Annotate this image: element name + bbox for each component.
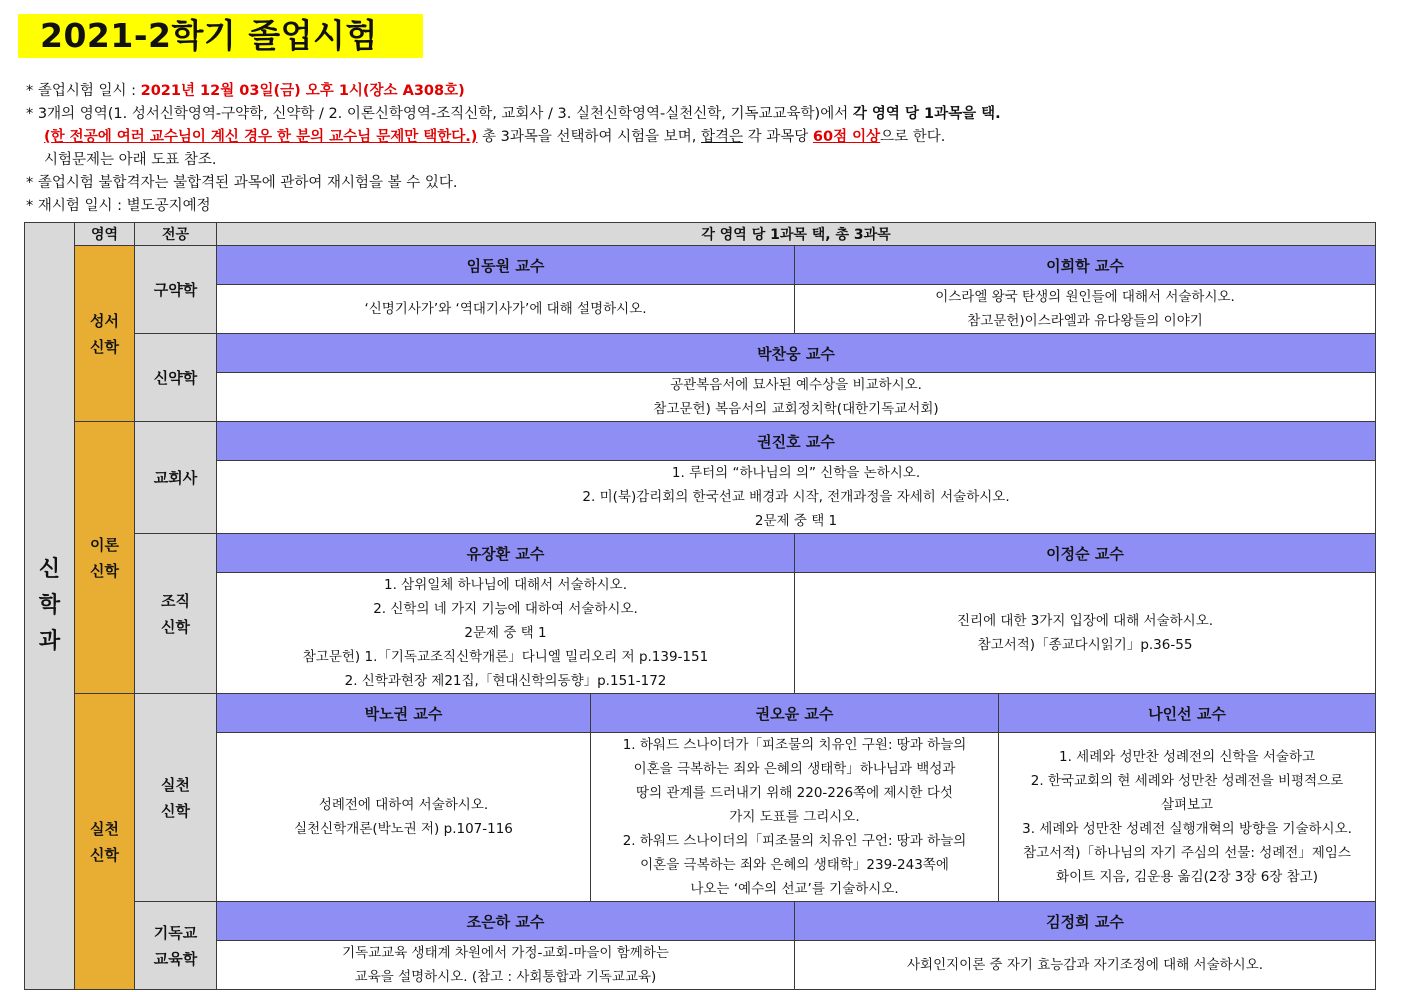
professor-sys-2: 이정순 교수 xyxy=(795,534,1376,573)
major-ot: 구약학 xyxy=(135,246,217,334)
professor-edu-1: 조은하 교수 xyxy=(217,902,795,941)
professor-prac-1: 박노권 교수 xyxy=(217,694,591,733)
note-retake: * 졸업시험 불합격자는 불합격된 과목에 관하여 재시험을 볼 수 있다. xyxy=(26,175,458,191)
note-exam-date: * 졸업시험 일시 : 2021년 12월 03일(금) 오후 1시(장소 A308호) xyxy=(26,83,465,99)
area-bible: 성서 신학 xyxy=(75,246,135,422)
question-edu-2: 사회인지이론 중 자기 효능감과 자기조정에 대해 서술하시오. xyxy=(795,941,1376,990)
major-systematic: 조직 신학 xyxy=(135,534,217,694)
question-ot-1: ‘신명기사가’와 ‘역대기사가’에 대해 설명하시오. xyxy=(217,285,795,334)
question-sys-2: 진리에 대한 3가지 입장에 대해 서술하시오. 참고서적)「종교다시읽기」p.36-55 xyxy=(795,573,1376,694)
question-church-1: 1. 루터의 “하나님의 의” 신학을 논하시오. 2. 미(북)감리회의 한국선교 배경과 시작, 전개과정을 자세히 서술하시오. 2문제 중 택 1 xyxy=(217,461,1376,534)
department-cell: 신 학 과 xyxy=(25,223,75,990)
note-see-table: 시험문제는 아래 도표 참조. xyxy=(44,152,217,168)
professor-ot-1: 임동원 교수 xyxy=(217,246,795,285)
question-nt-1: 공관복음서에 묘사된 예수상을 비교하시오. 참고문헌) 복음서의 교회정치학(대한기독교서회) xyxy=(217,373,1376,422)
question-prac-3: 1. 세례와 성만찬 성례전의 신학을 서술하고 2. 한국교회의 현 세례와 성만찬 성례전을 비평적으로 살펴보고 3. 세례와 성만찬 성례전 실행개혁의 방향을 기술하시오. 참고서적)「하나님의 자기 주심의 선물: 성례전」제임스 화이트 지음, 김운용 옮김(2장 3장 6장 참고) xyxy=(999,733,1376,902)
header-area: 영역 xyxy=(75,223,135,246)
major-church-history: 교회사 xyxy=(135,422,217,534)
question-edu-1: 기독교교육 생태계 차원에서 가정-교회-마을이 함께하는 교육을 설명하시오. (참고 : 사회통합과 기독교교육) xyxy=(217,941,795,990)
note-selection-rule: (한 전공에 여러 교수님이 계신 경우 한 분의 교수님 문제만 택한다.) 총 3과목을 선택하여 시험을 보며, 합격은 각 과목당 60점 이상으로 한다. xyxy=(44,129,946,145)
area-theory: 이론 신학 xyxy=(75,422,135,694)
note-retake-date: * 재시험 일시 : 별도공지예정 xyxy=(26,198,211,214)
page-title: 2021-2학기 졸업시험 xyxy=(18,14,423,58)
area-practical: 실천 신학 xyxy=(75,694,135,990)
note-areas: * 3개의 영역(1. 성서신학영역-구약학, 신약학 / 2. 이론신학영역-조직신학, 교회사 / 3. 실천신학영역-실천신학, 기독교교육학)에서 각 영역 당 1과목을 택. xyxy=(26,106,1001,122)
exam-table xyxy=(24,222,1376,990)
question-ot-2: 이스라엘 왕국 탄생의 원인들에 대해서 서술하시오. 참고문헌)이스라엘과 유다왕들의 이야기 xyxy=(795,285,1376,334)
professor-prac-3: 나인선 교수 xyxy=(999,694,1376,733)
professor-nt-1: 박찬웅 교수 xyxy=(217,334,1376,373)
professor-sys-1: 유장환 교수 xyxy=(217,534,795,573)
question-prac-1: 성례전에 대하여 서술하시오. 실천신학개론(박노권 저) p.107-116 xyxy=(217,733,591,902)
professor-ot-2: 이희학 교수 xyxy=(795,246,1376,285)
question-sys-1: 1. 삼위일체 하나님에 대해서 서술하시오. 2. 신학의 네 가지 기능에 대하여 서술하시오. 2문제 중 택 1 참고문헌) 1.「기독교조직신학개론」다니엘 밀리오리 저 p.139-151 2. 신학과현장 제21집,「현대신학의동향」p.151-172 xyxy=(217,573,795,694)
professor-prac-2: 권오윤 교수 xyxy=(591,694,999,733)
major-christian-education: 기독교 교육학 xyxy=(135,902,217,990)
professor-church-1: 권진호 교수 xyxy=(217,422,1376,461)
professor-edu-2: 김정희 교수 xyxy=(795,902,1376,941)
major-nt: 신약학 xyxy=(135,334,217,422)
exam-notes xyxy=(26,80,1001,218)
major-practical: 실천 신학 xyxy=(135,694,217,902)
header-major: 전공 xyxy=(135,223,217,246)
question-prac-2: 1. 하워드 스나이더가「피조물의 치유인 구원: 땅과 하늘의 이혼을 극복하는 죄와 은혜의 생태학」하나님과 백성과 땅의 관계를 드러내기 위해 220-226쪽에 제시한 다섯 가지 도표를 그리시오. 2. 하워드 스나이더의「피조물의 치유인 구언: 땅과 하늘의 이혼을 극복하는 죄와 은혜의 생태학」239-243쪽에 나오는 ‘예수의 선교’를 기술하시오. xyxy=(591,733,999,902)
header-main: 각 영역 당 1과목 택, 총 3과목 xyxy=(217,223,1376,246)
